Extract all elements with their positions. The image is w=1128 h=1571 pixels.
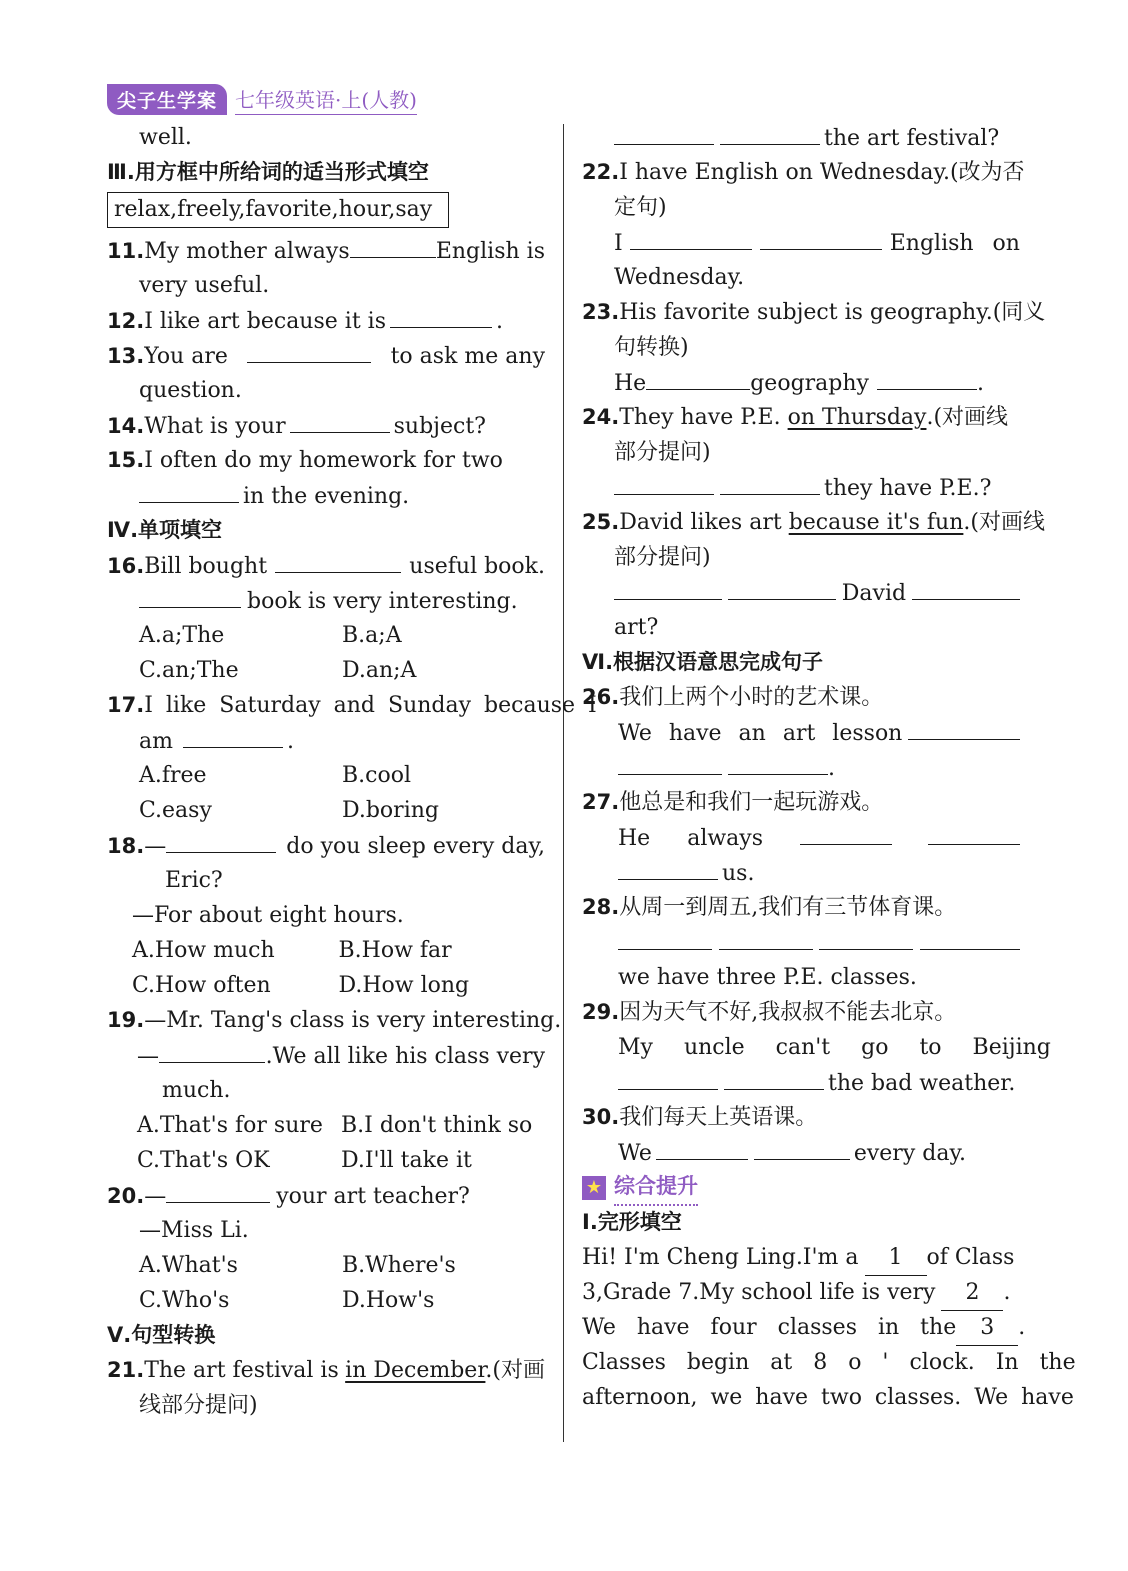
question-17: 17. I like Saturday and Sunday because I am . A.free B.cool C.easy D.boring <box>107 688 545 828</box>
continued-q21: the art festival? <box>582 120 1020 155</box>
answer-blank[interactable] <box>618 1065 718 1090</box>
answer-blank[interactable] <box>247 338 371 363</box>
option-a[interactable]: A.a;The <box>139 623 225 648</box>
question-29: 29. 因为天气不好,我叔叔不能去北京。 My uncle can't go to Beijing the bad weather. <box>582 1000 1051 1096</box>
question-22: 22. I have English on Wednesday.(改为否 定句) I English on Wednesday. <box>582 160 1025 290</box>
answer-blank[interactable] <box>618 855 718 880</box>
question-16: 16.Bill bought useful book. book is very interesting. A.a;The B.a;A C.an;The D.an;A <box>107 548 545 688</box>
option-a[interactable]: A.free <box>139 763 207 788</box>
question-25: 25. David likes art because it's fun .(对画线 部分提问) David art? <box>582 510 1045 640</box>
answer-blank[interactable] <box>754 1135 850 1160</box>
answer-blank[interactable] <box>912 575 1020 600</box>
answer-blank[interactable] <box>800 820 892 845</box>
answer-blank[interactable] <box>350 233 436 258</box>
answer-blank[interactable] <box>719 925 813 950</box>
answer-blank[interactable] <box>275 548 401 573</box>
question-20: 20. — your art teacher? —Miss Li. A.What's B.Where's C.Who's D.How's <box>107 1178 545 1318</box>
question-13: 13.You are to ask me any question. <box>107 338 545 408</box>
option-c[interactable]: C.easy <box>139 798 212 823</box>
answer-blank[interactable] <box>728 575 836 600</box>
option-b[interactable]: B.I don't think so <box>341 1113 533 1138</box>
answer-blank[interactable] <box>646 365 750 390</box>
section-4-title: Ⅳ.单项填空 <box>107 518 223 542</box>
comprehensive-section-title: ★ 综合提升 <box>582 1170 1020 1205</box>
answer-blank[interactable] <box>139 583 241 608</box>
answer-blank[interactable] <box>720 120 820 145</box>
question-23: 23. His favorite subject is geography.(同义 句转换) He geography . <box>582 300 1046 396</box>
book-subtitle: 七年级英语·上(人教) <box>235 84 417 115</box>
option-a[interactable]: A.What's <box>139 1253 238 1278</box>
answer-blank[interactable] <box>728 750 828 775</box>
cloze-blank[interactable]: 2 <box>941 1275 1003 1311</box>
question-18: 18.— do you sleep every day, Eric? —For about eight hours. A.How much B.How far C.How often D.How long <box>107 828 545 1003</box>
answer-blank[interactable] <box>614 120 714 145</box>
question-14: 14. What is your subject? <box>107 408 545 443</box>
answer-blank[interactable] <box>618 925 712 950</box>
option-b[interactable]: B.How far <box>338 938 452 963</box>
answer-blank[interactable] <box>614 575 722 600</box>
option-d[interactable]: D.an;A <box>342 658 417 683</box>
word-box-row <box>107 190 545 233</box>
answer-blank[interactable] <box>760 225 882 250</box>
question-27: 27. 他总是和我们一起玩游戏。 He always us. <box>582 785 1020 890</box>
section-6-title: Ⅵ.根据汉语意思完成句子 <box>582 650 824 674</box>
page-header <box>107 84 417 114</box>
answer-blank[interactable] <box>614 470 714 495</box>
option-a[interactable]: A.That's for sure <box>137 1113 323 1138</box>
answer-blank[interactable] <box>630 225 752 250</box>
cloze-passage: Hi! I'm Cheng Ling.I'm a 1 of Class 3,Grade 7.My school life is very 2 . We have four classes in the 3 . Classes begin at 8 o ' clock. In the afternoon, we have two classes. We have <box>582 1240 1020 1415</box>
cloze-blank[interactable]: 3 <box>956 1310 1018 1346</box>
question-26: 26. 我们上两个小时的艺术课。 We have an art lesson . <box>582 680 1020 785</box>
right-column <box>582 120 1076 1415</box>
answer-blank[interactable] <box>166 828 276 853</box>
question-28: 28. 从周一到周五,我们有三节体育课。 we have three P.E. classes. <box>582 890 1020 995</box>
column-divider <box>563 124 564 1442</box>
answer-blank[interactable] <box>139 478 239 503</box>
question-19: 19. —Mr. Tang's class is very interesting. — .We all like his class very much. A.That's for sure B.I don't think so C.That's OK D.I'll take it <box>107 1003 545 1178</box>
option-d[interactable]: D.boring <box>342 798 439 823</box>
option-c[interactable]: C.How often <box>132 973 271 998</box>
answer-blank[interactable] <box>290 408 390 433</box>
answer-blank[interactable] <box>656 1135 748 1160</box>
option-d[interactable]: D.How long <box>338 973 470 998</box>
question-11: 11.My mother always English is very useful. <box>107 233 545 303</box>
answer-blank[interactable] <box>618 750 722 775</box>
cloze-blank[interactable]: 1 <box>865 1240 927 1276</box>
option-b[interactable]: B.cool <box>342 763 412 788</box>
answer-blank[interactable] <box>183 723 283 748</box>
question-30: 30. 我们每天上英语课。 We every day. <box>582 1105 966 1166</box>
option-a[interactable]: A.How much <box>132 938 275 963</box>
answer-blank[interactable] <box>877 365 977 390</box>
question-21: 21.The art festival is in December.(对画 线部分提问) <box>107 1358 545 1418</box>
section-3-title: Ⅲ.用方框中所给词的适当形式填空 <box>107 160 429 184</box>
option-d[interactable]: D.How's <box>342 1288 435 1313</box>
continued-text: well. <box>139 125 192 150</box>
answer-blank[interactable] <box>159 1038 265 1063</box>
answer-blank[interactable] <box>928 820 1020 845</box>
option-b[interactable]: B.a;A <box>342 623 402 648</box>
section-1-title: Ⅰ.完形填空 <box>582 1210 682 1234</box>
question-12: 12. I like art because it is . <box>107 303 545 338</box>
answer-blank[interactable] <box>920 925 1020 950</box>
answer-blank[interactable] <box>908 715 1020 740</box>
option-b[interactable]: B.Where's <box>342 1253 456 1278</box>
option-c[interactable]: C.Who's <box>139 1288 230 1313</box>
option-c[interactable]: C.an;The <box>139 658 239 683</box>
left-column <box>107 120 597 1423</box>
option-c[interactable]: C.That's OK <box>137 1148 270 1173</box>
option-d[interactable]: D.I'll take it <box>341 1148 472 1173</box>
word-box: relax,freely,favorite,hour,say <box>107 192 449 228</box>
answer-blank[interactable] <box>819 925 913 950</box>
answer-blank[interactable] <box>720 470 820 495</box>
star-icon: ★ <box>582 1176 606 1200</box>
section-5-title: Ⅴ.句型转换 <box>107 1323 216 1347</box>
answer-blank[interactable] <box>166 1178 270 1203</box>
answer-blank[interactable] <box>390 303 492 328</box>
book-badge: 尖子生学案 <box>107 84 227 115</box>
question-15: 15. I often do my homework for two in the evening. <box>107 448 503 509</box>
question-24: 24. They have P.E. on Thursday .(对画线 部分提问) they have P.E.? <box>582 405 1009 501</box>
answer-blank[interactable] <box>724 1065 824 1090</box>
